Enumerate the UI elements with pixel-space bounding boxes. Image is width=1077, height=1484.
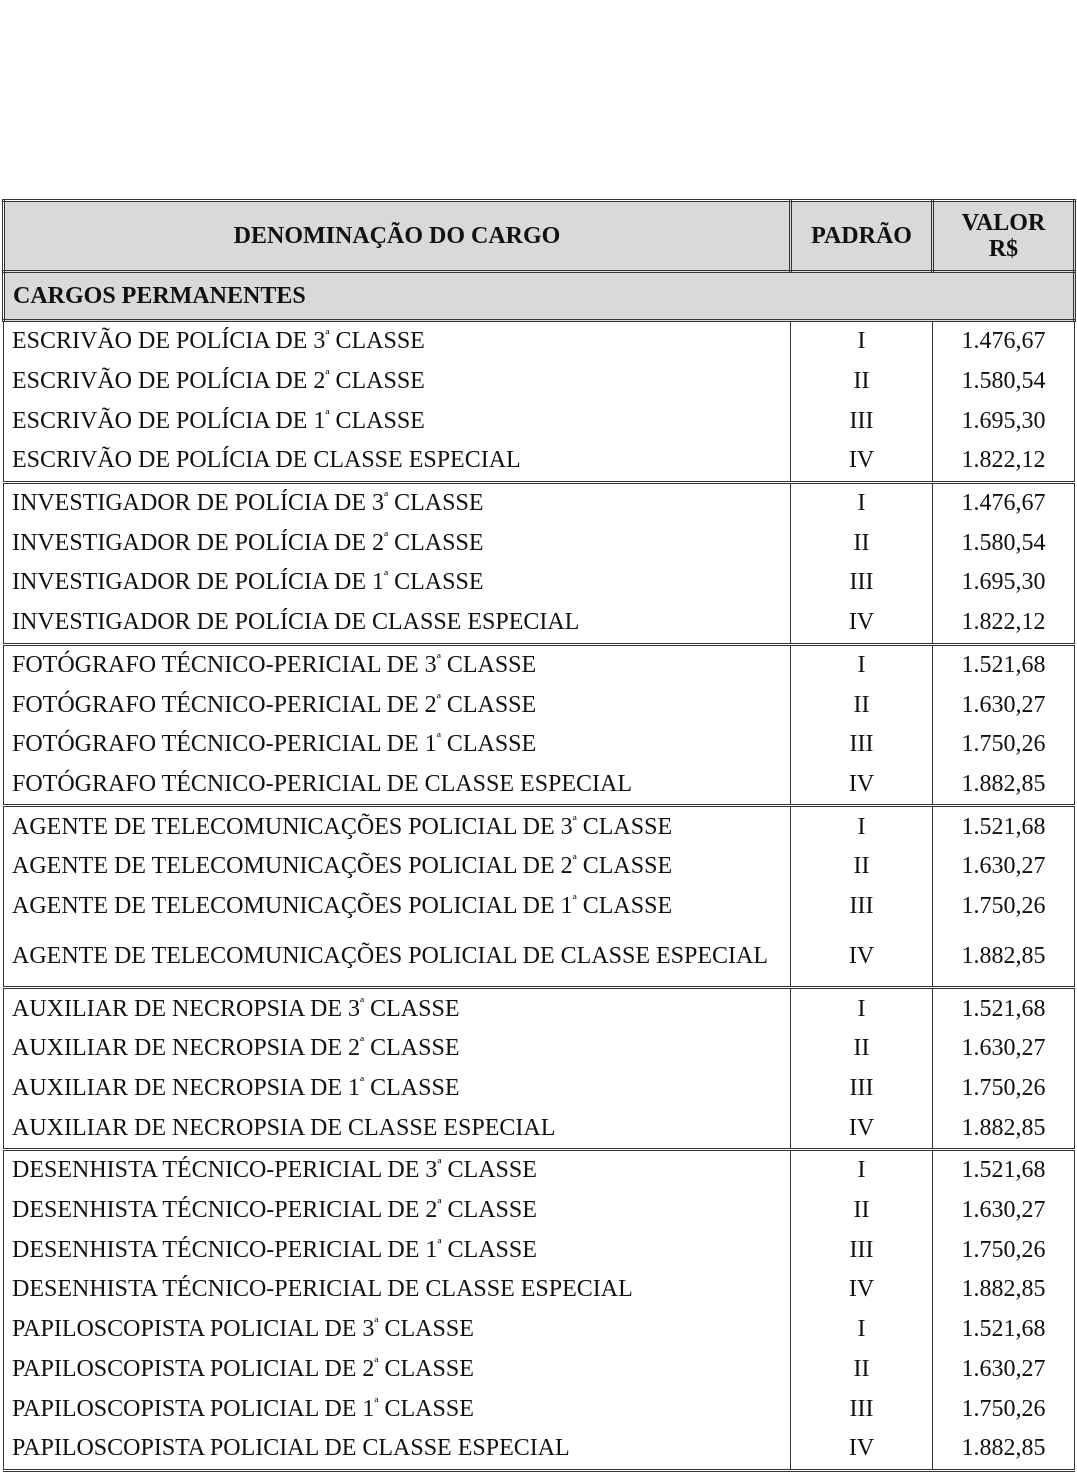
padrao-cell: II — [791, 847, 933, 887]
table-row — [4, 603, 1075, 644]
cargo-cell: AUXILIAR DE NECROPSIA DE $3^ª$ CLASSE — [4, 988, 791, 1029]
valor-cell: 1.521,68 — [933, 1150, 1075, 1191]
cargo-cell: DESENHISTA TÉCNICO-PERICIAL DE CLASSE ESPECIAL — [4, 1270, 791, 1310]
cargo-cell: PAPILOSCOPISTA POLICIAL DE CLASSE ESPECIAL — [4, 1429, 791, 1470]
table-row — [4, 1191, 1075, 1231]
table-row — [4, 1270, 1075, 1310]
table-row — [4, 401, 1075, 441]
cargo-cell: AGENTE DE TELECOMUNICAÇÕES POLICIAL DE CLASSE ESPECIAL — [4, 926, 791, 988]
cargo-cell: ESCRIVÃO DE POLÍCIA DE CLASSE ESPECIAL — [4, 441, 791, 482]
cargo-cell: DESENHISTA TÉCNICO-PERICIAL DE $1^ª$ CLASSE — [4, 1230, 791, 1270]
padrao-cell: II — [791, 1029, 933, 1069]
valor-cell: 1.822,12 — [933, 603, 1075, 644]
table-row — [4, 1310, 1075, 1350]
cargo-cell: INVESTIGADOR DE POLÍCIA DE CLASSE ESPECIAL — [4, 603, 791, 644]
valor-cell: 1.882,85 — [933, 1270, 1075, 1310]
cargo-cell: INVESTIGADOR DE POLÍCIA DE $2^ª$ CLASSE — [4, 523, 791, 563]
cargo-cell: FOTÓGRAFO TÉCNICO-PERICIAL DE CLASSE ESPECIAL — [4, 765, 791, 806]
table-row — [4, 988, 1075, 1029]
cargo-cell: DESENHISTA TÉCNICO-PERICIAL DE $2^ª$ CLASSE — [4, 1191, 791, 1231]
padrao-cell: I — [791, 321, 933, 362]
valor-cell: 1.750,26 — [933, 725, 1075, 765]
padrao-cell: I — [791, 806, 933, 847]
padrao-cell: IV — [791, 1108, 933, 1149]
cargo-cell: PAPILOSCOPISTA POLICIAL DE $2^ª$ CLASSE — [4, 1350, 791, 1390]
valor-cell: 1.630,27 — [933, 685, 1075, 725]
table-row — [4, 887, 1075, 927]
valor-cell: 1.750,26 — [933, 1230, 1075, 1270]
padrao-cell: III — [791, 1230, 933, 1270]
table-row — [4, 926, 1075, 988]
valor-cell: 1.630,27 — [933, 1191, 1075, 1231]
header-valor-line1: VALOR — [961, 209, 1046, 236]
table-row — [4, 806, 1075, 847]
table-row — [4, 1350, 1075, 1390]
valor-cell: 1.695,30 — [933, 401, 1075, 441]
cargo-cell: AGENTE DE TELECOMUNICAÇÕES POLICIAL DE $2^ª$ CLASSE — [4, 847, 791, 887]
valor-cell: 1.521,68 — [933, 988, 1075, 1029]
padrao-cell: IV — [791, 1270, 933, 1310]
padrao-cell: III — [791, 887, 933, 927]
table-row — [4, 1029, 1075, 1069]
cargo-cell: AUXILIAR DE NECROPSIA DE $1^ª$ CLASSE — [4, 1069, 791, 1109]
table-row — [4, 1389, 1075, 1429]
padrao-cell: II — [791, 1191, 933, 1231]
table-row — [4, 523, 1075, 563]
valor-cell: 1.822,12 — [933, 441, 1075, 482]
header-cargo: DENOMINAÇÃO DO CARGO — [4, 201, 791, 272]
padrao-cell: IV — [791, 926, 933, 988]
padrao-cell: I — [791, 1310, 933, 1350]
table-row — [4, 847, 1075, 887]
valor-cell: 1.476,67 — [933, 482, 1075, 523]
table-row — [4, 482, 1075, 523]
cargo-cell: AGENTE DE TELECOMUNICAÇÕES POLICIAL DE $3^ª$ CLASSE — [4, 806, 791, 847]
section-row — [4, 272, 1075, 321]
padrao-cell: II — [791, 685, 933, 725]
valor-cell: 1.630,27 — [933, 1350, 1075, 1390]
header-padrao: PADRÃO — [791, 201, 933, 272]
table-row — [4, 441, 1075, 482]
cargo-cell: DESENHISTA TÉCNICO-PERICIAL DE $3^ª$ CLASSE — [4, 1150, 791, 1191]
padrao-cell: IV — [791, 765, 933, 806]
table-row — [4, 321, 1075, 362]
table-row — [4, 362, 1075, 402]
table-row — [4, 685, 1075, 725]
valor-cell: 1.580,54 — [933, 523, 1075, 563]
table-row — [4, 563, 1075, 603]
valor-cell: 1.750,26 — [933, 887, 1075, 927]
table-header-row — [4, 201, 1075, 272]
padrao-cell: III — [791, 1069, 933, 1109]
cargo-cell: INVESTIGADOR DE POLÍCIA DE $1^ª$ CLASSE — [4, 563, 791, 603]
valor-cell: 1.521,68 — [933, 806, 1075, 847]
cargo-cell: AUXILIAR DE NECROPSIA DE CLASSE ESPECIAL — [4, 1108, 791, 1149]
cargo-cell: ESCRIVÃO DE POLÍCIA DE $2^ª$ CLASSE — [4, 362, 791, 402]
table-row — [4, 644, 1075, 685]
padrao-cell: II — [791, 1350, 933, 1390]
section-title: CARGOS PERMANENTES — [4, 272, 1075, 321]
cargo-cell: FOTÓGRAFO TÉCNICO-PERICIAL DE $3^ª$ CLASSE — [4, 644, 791, 685]
header-valor-line2: R$ — [988, 236, 1019, 262]
valor-cell: 1.476,67 — [933, 321, 1075, 362]
header-valor — [933, 201, 1075, 272]
padrao-cell: I — [791, 482, 933, 523]
valor-cell: 1.750,26 — [933, 1389, 1075, 1429]
padrao-cell: III — [791, 401, 933, 441]
padrao-cell: II — [791, 523, 933, 563]
padrao-cell: I — [791, 644, 933, 685]
table-row — [4, 725, 1075, 765]
valor-cell: 1.882,85 — [933, 1108, 1075, 1149]
cargo-cell: ESCRIVÃO DE POLÍCIA DE $3^ª$ CLASSE — [4, 321, 791, 362]
valor-cell: 1.750,26 — [933, 1069, 1075, 1109]
valor-cell: 1.695,30 — [933, 563, 1075, 603]
cargo-cell: ESCRIVÃO DE POLÍCIA DE $1^ª$ CLASSE — [4, 401, 791, 441]
salary-table — [2, 199, 1076, 1472]
cargo-cell: FOTÓGRAFO TÉCNICO-PERICIAL DE $2^ª$ CLASSE — [4, 685, 791, 725]
padrao-cell: III — [791, 1389, 933, 1429]
salary-table-document — [2, 199, 1073, 1472]
cargo-cell: AUXILIAR DE NECROPSIA DE $2^ª$ CLASSE — [4, 1029, 791, 1069]
valor-cell: 1.580,54 — [933, 362, 1075, 402]
padrao-cell: IV — [791, 603, 933, 644]
valor-cell: 1.630,27 — [933, 847, 1075, 887]
padrao-cell: I — [791, 1150, 933, 1191]
valor-cell: 1.630,27 — [933, 1029, 1075, 1069]
table-row — [4, 1108, 1075, 1149]
cargo-cell: AGENTE DE TELECOMUNICAÇÕES POLICIAL DE $1^ª$ CLASSE — [4, 887, 791, 927]
padrao-cell: III — [791, 725, 933, 765]
cargo-cell: INVESTIGADOR DE POLÍCIA DE $3^ª$ CLASSE — [4, 482, 791, 523]
valor-cell: 1.882,85 — [933, 926, 1075, 988]
table-row — [4, 765, 1075, 806]
valor-cell: 1.521,68 — [933, 1310, 1075, 1350]
padrao-cell: III — [791, 563, 933, 603]
padrao-cell: IV — [791, 441, 933, 482]
cargo-cell: FOTÓGRAFO TÉCNICO-PERICIAL DE $1^ª$ CLASSE — [4, 725, 791, 765]
cargo-cell: PAPILOSCOPISTA POLICIAL DE $1^ª$ CLASSE — [4, 1389, 791, 1429]
table-row — [4, 1429, 1075, 1470]
table-row — [4, 1230, 1075, 1270]
padrao-cell: IV — [791, 1429, 933, 1470]
cargo-cell: PAPILOSCOPISTA POLICIAL DE $3^ª$ CLASSE — [4, 1310, 791, 1350]
table-row — [4, 1150, 1075, 1191]
padrao-cell: II — [791, 362, 933, 402]
valor-cell: 1.882,85 — [933, 1429, 1075, 1470]
valor-cell: 1.882,85 — [933, 765, 1075, 806]
padrao-cell: I — [791, 988, 933, 1029]
table-row — [4, 1069, 1075, 1109]
valor-cell: 1.521,68 — [933, 644, 1075, 685]
